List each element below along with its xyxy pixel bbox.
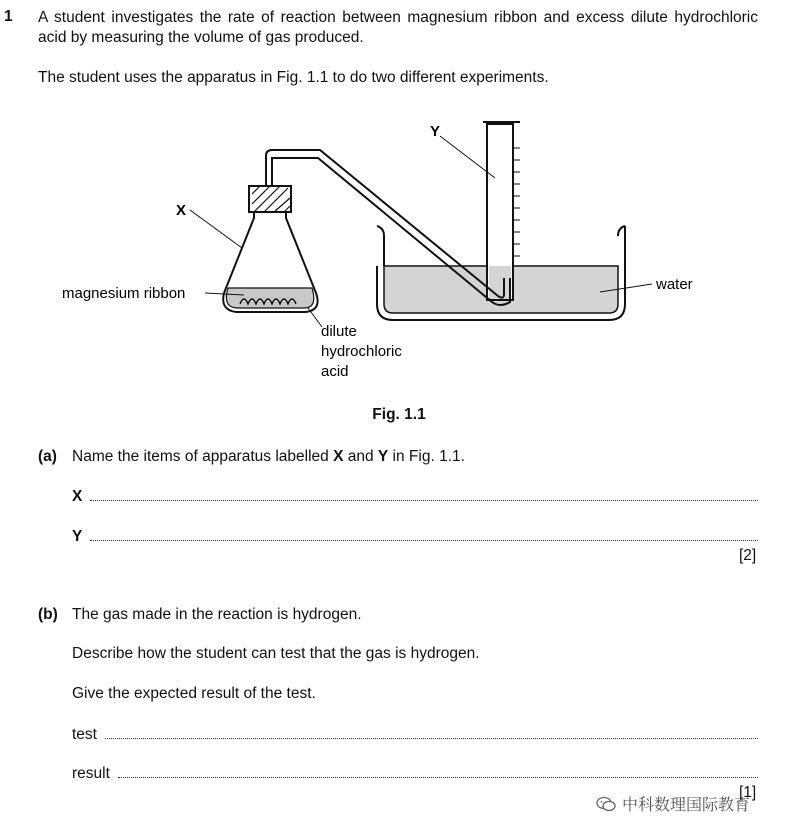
- label-x: X: [176, 202, 187, 219]
- part-b-line1: The gas made in the reaction is hydrogen.: [72, 606, 362, 623]
- question-intro: A student investigates the rate of reaction between magnesium ribbon and excess dilute hydrochloric acid by measuring the volume of gas produced.: [38, 9, 758, 46]
- test-answer-field[interactable]: [105, 724, 758, 739]
- answer-x-label: X: [72, 488, 83, 505]
- part-b-label: (b): [38, 606, 58, 623]
- answer-y-row: [72, 526, 758, 547]
- answer-x-row: [72, 486, 758, 507]
- result-row: [72, 763, 758, 784]
- answer-y-label: Y: [72, 528, 83, 545]
- watermark: [596, 792, 750, 815]
- part-b-line3: Give the expected result of the test.: [72, 685, 316, 702]
- wechat-icon: [596, 796, 616, 812]
- label-y: Y: [430, 123, 441, 140]
- part-a-label: (a): [38, 448, 57, 465]
- label-water: water: [656, 276, 693, 293]
- apparatus-sentence: The student uses the apparatus in Fig. 1.1 to do two different experiments.: [38, 69, 549, 86]
- label-acid-line2: hydrochloric: [321, 343, 402, 360]
- test-label: test: [72, 726, 97, 743]
- part-b-marks: [1]: [739, 784, 757, 801]
- answer-x-field[interactable]: [90, 486, 758, 501]
- test-row: [72, 724, 758, 745]
- conical-flask: [223, 186, 317, 312]
- question-number: 1: [4, 8, 13, 25]
- result-answer-field[interactable]: [118, 763, 758, 778]
- part-a-marks: [2]: [739, 547, 757, 564]
- result-label: result: [72, 765, 110, 782]
- label-magnesium-ribbon: magnesium ribbon: [62, 285, 186, 302]
- answer-y-field[interactable]: [90, 526, 758, 541]
- figure-caption: Fig. 1.1: [372, 406, 426, 423]
- label-acid-line1: dilute: [321, 323, 357, 340]
- apparatus-diagram: [40, 108, 760, 398]
- apparatus-figure: [40, 108, 760, 398]
- label-acid-line3: acid: [321, 363, 349, 380]
- watermark-text: 中科数理国际教育: [622, 797, 751, 814]
- part-b-line2: Describe how the student can test that the gas is hydrogen.: [72, 645, 480, 662]
- part-a-prompt: Name the items of apparatus labelled X and Y in Fig. 1.1.: [72, 448, 465, 465]
